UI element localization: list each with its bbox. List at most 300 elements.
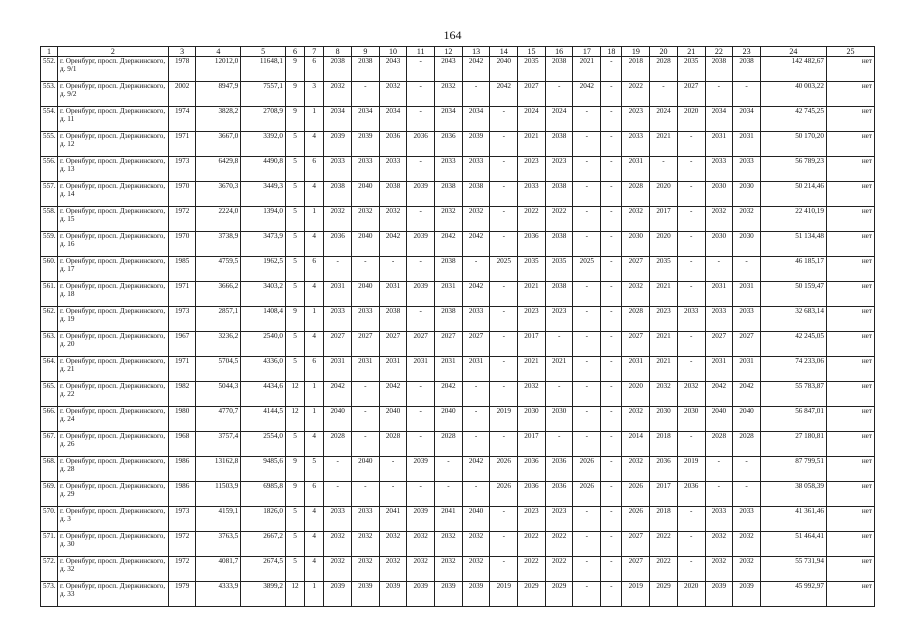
table-cell: 2026 — [490, 457, 518, 482]
table-cell: 3403,2 — [241, 282, 286, 307]
table-cell: 4 — [305, 232, 324, 257]
table-cell: 2033 — [351, 157, 379, 182]
table-cell: 2039 — [351, 582, 379, 607]
table-cell: 1974 — [168, 107, 196, 132]
table-cell: 2022 — [650, 557, 678, 582]
table-cell: 2036 — [545, 457, 573, 482]
table-cell: 56 847,01 — [760, 407, 826, 432]
table-cell: - — [573, 407, 601, 432]
table-cell: - — [573, 132, 601, 157]
table-cell: 2024 — [545, 107, 573, 132]
table-cell: 2042 — [705, 382, 733, 407]
table-cell: 7557,1 — [241, 82, 286, 107]
table-cell: 2027 — [622, 532, 650, 557]
table-cell: - — [705, 82, 733, 107]
table-cell: 2032 — [379, 557, 407, 582]
table-cell: 2031 — [733, 357, 761, 382]
table-cell: 2027 — [407, 332, 435, 357]
table-cell: - — [601, 357, 622, 382]
table-cell: 2038 — [435, 257, 463, 282]
column-header: 15 — [518, 47, 546, 57]
table-cell: 2028 — [622, 182, 650, 207]
table-cell: 1 — [305, 207, 324, 232]
table-cell: 6 — [305, 357, 324, 382]
table-cell: - — [351, 407, 379, 432]
row-number-cell: 571. — [41, 532, 58, 557]
housing-registry-table — [40, 46, 875, 607]
table-cell: 2032 — [622, 457, 650, 482]
table-cell: 2027 — [622, 257, 650, 282]
table-cell: 1394,0 — [241, 207, 286, 232]
table-cell: 2036 — [518, 482, 546, 507]
table-cell: 12 — [285, 382, 304, 407]
table-cell: - — [407, 257, 435, 282]
table-cell: - — [490, 332, 518, 357]
table-cell: - — [573, 157, 601, 182]
table-cell: 2026 — [490, 482, 518, 507]
table-cell: 2032 — [351, 532, 379, 557]
table-cell: 9 — [285, 57, 304, 82]
table-cell: - — [601, 182, 622, 207]
table-cell: 1982 — [168, 382, 196, 407]
table-cell: 1408,4 — [241, 307, 286, 332]
table-cell: 2032 — [462, 557, 490, 582]
table-cell: 2033 — [733, 507, 761, 532]
table-cell: 2040 — [351, 182, 379, 207]
table-row — [41, 557, 875, 582]
table-cell: 2023 — [518, 157, 546, 182]
table-cell: - — [407, 307, 435, 332]
table-cell: - — [705, 257, 733, 282]
table-cell: 2027 — [351, 332, 379, 357]
table-row — [41, 332, 875, 357]
table-cell: нет — [826, 332, 874, 357]
table-cell: - — [601, 482, 622, 507]
table-cell: - — [705, 482, 733, 507]
table-cell: 2032 — [324, 82, 352, 107]
column-header: 17 — [573, 47, 601, 57]
address-cell: г. Оренбург, просп. Дзержинского, д. 21 — [58, 357, 169, 382]
address-cell: г. Оренбург, просп. Дзержинского, д. 32 — [58, 557, 169, 582]
row-number-cell: 562. — [41, 307, 58, 332]
row-number-cell: 564. — [41, 357, 58, 382]
table-cell: нет — [826, 82, 874, 107]
table-cell: 1826,0 — [241, 507, 286, 532]
table-cell: 2036 — [435, 132, 463, 157]
table-cell: - — [379, 482, 407, 507]
table-cell: - — [462, 257, 490, 282]
table-cell: 2040 — [351, 282, 379, 307]
table-cell: 2027 — [324, 332, 352, 357]
table-cell: - — [545, 332, 573, 357]
table-cell: - — [601, 207, 622, 232]
address-cell: г. Оренбург, просп. Дзержинского, д. 9/1 — [58, 57, 169, 82]
table-cell: 2034 — [351, 107, 379, 132]
table-cell: - — [733, 457, 761, 482]
table-cell: 2035 — [518, 257, 546, 282]
table-cell: 4434,6 — [241, 382, 286, 407]
table-cell: нет — [826, 132, 874, 157]
row-number-cell: 568. — [41, 457, 58, 482]
table-cell: 5 — [285, 532, 304, 557]
table-cell: - — [407, 382, 435, 407]
table-cell: 2036 — [379, 132, 407, 157]
table-cell: нет — [826, 457, 874, 482]
table-cell: 2028 — [650, 57, 678, 82]
row-number-cell: 553. — [41, 82, 58, 107]
table-cell: 1978 — [168, 57, 196, 82]
table-cell: 2857,1 — [196, 307, 241, 332]
address-cell: г. Оренбург, просп. Дзержинского, д. 33 — [58, 582, 169, 607]
table-cell: 2035 — [677, 57, 705, 82]
table-cell: - — [490, 282, 518, 307]
table-cell: 4 — [305, 557, 324, 582]
address-cell: г. Оренбург, просп. Дзержинского, д. 12 — [58, 132, 169, 157]
table-cell: 2022 — [545, 532, 573, 557]
column-header: 20 — [650, 47, 678, 57]
table-cell: - — [677, 207, 705, 232]
table-cell: нет — [826, 407, 874, 432]
table-cell: 2030 — [622, 232, 650, 257]
table-cell: - — [601, 457, 622, 482]
table-cell: нет — [826, 307, 874, 332]
table-cell: 2224,0 — [196, 207, 241, 232]
table-cell: 4 — [305, 507, 324, 532]
table-cell: 2031 — [379, 357, 407, 382]
table-cell: 2036 — [650, 457, 678, 482]
table-cell: - — [650, 157, 678, 182]
table-cell: 2017 — [518, 332, 546, 357]
table-cell: - — [601, 332, 622, 357]
column-header: 1 — [41, 47, 58, 57]
table-cell: - — [324, 482, 352, 507]
table-cell: 2022 — [518, 557, 546, 582]
table-cell: 2040 — [462, 507, 490, 532]
table-cell: 2039 — [407, 582, 435, 607]
table-cell: 5 — [285, 132, 304, 157]
row-number-cell: 557. — [41, 182, 58, 207]
table-row — [41, 357, 875, 382]
table-cell: 2023 — [622, 107, 650, 132]
page-number: 164 — [443, 28, 462, 42]
address-cell: г. Оренбург, просп. Дзержинского, д. 22 — [58, 382, 169, 407]
table-cell: 2030 — [650, 407, 678, 432]
table-cell: 32 683,14 — [760, 307, 826, 332]
table-cell: 2033 — [324, 507, 352, 532]
table-cell: - — [573, 382, 601, 407]
table-cell: 2020 — [650, 232, 678, 257]
table-cell: - — [435, 457, 463, 482]
table-cell: 50 170,20 — [760, 132, 826, 157]
table-cell: 2030 — [518, 407, 546, 432]
table-cell: 4159,1 — [196, 507, 241, 532]
row-number-cell: 565. — [41, 382, 58, 407]
table-cell: 2040 — [490, 57, 518, 82]
table-cell: 2017 — [650, 207, 678, 232]
table-cell: 2031 — [435, 357, 463, 382]
table-cell: 3670,3 — [196, 182, 241, 207]
table-cell: 5704,5 — [196, 357, 241, 382]
table-cell: 1986 — [168, 482, 196, 507]
table-cell: 2042 — [462, 282, 490, 307]
table-cell: 2026 — [573, 482, 601, 507]
table-cell: 2039 — [462, 582, 490, 607]
table-cell: 9485,6 — [241, 457, 286, 482]
table-cell: 2027 — [518, 82, 546, 107]
table-cell: - — [650, 82, 678, 107]
table-cell: нет — [826, 57, 874, 82]
table-cell: - — [677, 357, 705, 382]
row-number-cell: 563. — [41, 332, 58, 357]
table-cell: нет — [826, 232, 874, 257]
table-cell: - — [573, 432, 601, 457]
table-cell: 2038 — [351, 57, 379, 82]
table-cell: - — [490, 107, 518, 132]
table-cell: 9 — [285, 482, 304, 507]
address-cell: г. Оренбург, просп. Дзержинского, д. 13 — [58, 157, 169, 182]
table-cell: 2024 — [518, 107, 546, 132]
table-cell: 2674,5 — [241, 557, 286, 582]
table-cell: 2019 — [622, 582, 650, 607]
table-cell: 2031 — [324, 282, 352, 307]
table-cell: 2023 — [518, 307, 546, 332]
table-cell: 22 410,19 — [760, 207, 826, 232]
table-cell: - — [490, 507, 518, 532]
table-cell: - — [490, 382, 518, 407]
table-cell: - — [573, 182, 601, 207]
table-cell: 1971 — [168, 282, 196, 307]
table-cell: 2032 — [435, 557, 463, 582]
table-cell: 2034 — [705, 107, 733, 132]
table-cell: - — [407, 207, 435, 232]
table-cell: - — [490, 532, 518, 557]
table-cell: 2032 — [733, 207, 761, 232]
table-cell: 2030 — [733, 182, 761, 207]
table-cell: 2038 — [462, 182, 490, 207]
table-cell: нет — [826, 557, 874, 582]
table-cell: 6 — [305, 482, 324, 507]
table-cell: - — [601, 157, 622, 182]
table-cell: 2033 — [705, 307, 733, 332]
table-cell: 5 — [285, 557, 304, 582]
table-cell: 2042 — [379, 382, 407, 407]
table-cell: - — [351, 382, 379, 407]
table-cell: 2032 — [733, 532, 761, 557]
table-cell: 1973 — [168, 157, 196, 182]
table-cell: 2033 — [351, 307, 379, 332]
table-cell: 2021 — [650, 132, 678, 157]
table-cell: - — [573, 357, 601, 382]
table-cell: - — [379, 457, 407, 482]
table-cell: 2039 — [705, 582, 733, 607]
table-cell: 6 — [305, 57, 324, 82]
table-cell: 2031 — [733, 282, 761, 307]
table-cell: - — [435, 482, 463, 507]
table-cell: 1971 — [168, 132, 196, 157]
table-cell: - — [462, 407, 490, 432]
table-cell: 2036 — [518, 457, 546, 482]
table-cell: 2032 — [379, 207, 407, 232]
table-cell: 5 — [285, 432, 304, 457]
table-cell: 2029 — [650, 582, 678, 607]
table-cell: нет — [826, 157, 874, 182]
table-cell: 2033 — [435, 157, 463, 182]
address-cell: г. Оренбург, просп. Дзержинского, д. 11 — [58, 107, 169, 132]
table-cell: 2032 — [407, 532, 435, 557]
table-cell: - — [733, 257, 761, 282]
table-cell: 2028 — [379, 432, 407, 457]
table-cell: 9 — [285, 307, 304, 332]
table-cell: 2040 — [705, 407, 733, 432]
row-number-cell: 554. — [41, 107, 58, 132]
address-cell: г. Оренбург, просп. Дзержинского, д. 28 — [58, 457, 169, 482]
table-row — [41, 57, 875, 82]
table-cell: 1 — [305, 407, 324, 432]
column-header: 21 — [677, 47, 705, 57]
table-cell: 1972 — [168, 557, 196, 582]
table-cell: 2032 — [705, 532, 733, 557]
table-cell: 2038 — [379, 307, 407, 332]
table-cell: 4 — [305, 432, 324, 457]
row-number-cell: 570. — [41, 507, 58, 532]
table-cell: 2042 — [379, 232, 407, 257]
table-cell: 2039 — [407, 232, 435, 257]
table-cell: 2033 — [379, 157, 407, 182]
table-row — [41, 157, 875, 182]
table-row — [41, 182, 875, 207]
table-cell: 2028 — [435, 432, 463, 457]
table-cell: 3392,0 — [241, 132, 286, 157]
table-cell: - — [601, 432, 622, 457]
table-cell: 2018 — [622, 57, 650, 82]
table-cell: - — [573, 582, 601, 607]
table-cell: 2708,9 — [241, 107, 286, 132]
table-cell: 2035 — [545, 257, 573, 282]
table-cell: нет — [826, 507, 874, 532]
table-cell: 11648,1 — [241, 57, 286, 82]
table-cell: - — [677, 182, 705, 207]
table-cell: - — [573, 232, 601, 257]
table-cell: - — [573, 507, 601, 532]
table-row — [41, 532, 875, 557]
table-cell: 9 — [285, 457, 304, 482]
table-cell: 4770,7 — [196, 407, 241, 432]
table-cell: 2017 — [518, 432, 546, 457]
table-cell: нет — [826, 482, 874, 507]
table-cell: 1970 — [168, 232, 196, 257]
table-cell: 2026 — [622, 482, 650, 507]
table-cell: 1985 — [168, 257, 196, 282]
table-cell: - — [462, 382, 490, 407]
column-header: 23 — [733, 47, 761, 57]
table-row — [41, 507, 875, 532]
table-cell: 2014 — [622, 432, 650, 457]
table-cell: 2042 — [462, 457, 490, 482]
table-cell: 2031 — [705, 282, 733, 307]
table-cell: 2039 — [407, 507, 435, 532]
column-header: 11 — [407, 47, 435, 57]
table-cell: 2036 — [324, 232, 352, 257]
table-cell: 2032 — [733, 557, 761, 582]
column-header: 14 — [490, 47, 518, 57]
table-cell: 2025 — [490, 257, 518, 282]
table-cell: 2040 — [733, 407, 761, 432]
table-cell: - — [601, 257, 622, 282]
table-cell: 2018 — [650, 507, 678, 532]
table-cell: 42 245,05 — [760, 332, 826, 357]
table-cell: 2033 — [324, 307, 352, 332]
table-cell: - — [733, 482, 761, 507]
table-cell: 4 — [305, 282, 324, 307]
table-cell: 2031 — [622, 157, 650, 182]
table-row — [41, 457, 875, 482]
table-cell: 2032 — [435, 532, 463, 557]
table-cell: - — [677, 157, 705, 182]
table-cell: 2032 — [379, 532, 407, 557]
table-cell: 2027 — [677, 82, 705, 107]
table-cell: 2023 — [545, 307, 573, 332]
table-cell: 2667,2 — [241, 532, 286, 557]
table-cell: 2030 — [545, 407, 573, 432]
table-cell: - — [379, 257, 407, 282]
table-cell: 2034 — [324, 107, 352, 132]
table-cell: - — [490, 357, 518, 382]
table-cell: 2027 — [435, 332, 463, 357]
table-cell: 2028 — [324, 432, 352, 457]
table-cell: 2042 — [462, 232, 490, 257]
address-cell: г. Оренбург, просп. Дзержинского, д. 29 — [58, 482, 169, 507]
table-cell: - — [677, 282, 705, 307]
table-cell: 2034 — [462, 107, 490, 132]
table-cell: 142 482,67 — [760, 57, 826, 82]
table-cell: 4333,9 — [196, 582, 241, 607]
table-cell: 1980 — [168, 407, 196, 432]
table-cell: - — [407, 157, 435, 182]
table-cell: 2038 — [705, 57, 733, 82]
table-cell: 2023 — [545, 507, 573, 532]
table-cell: - — [677, 257, 705, 282]
table-cell: 51 134,48 — [760, 232, 826, 257]
row-number-cell: 573. — [41, 582, 58, 607]
table-cell: 4336,0 — [241, 357, 286, 382]
table-cell: - — [601, 282, 622, 307]
table-cell: - — [573, 307, 601, 332]
table-cell: 2032 — [705, 557, 733, 582]
table-cell: 4 — [305, 332, 324, 357]
table-cell: 2039 — [407, 182, 435, 207]
table-cell: - — [601, 132, 622, 157]
row-number-cell: 556. — [41, 157, 58, 182]
table-cell: - — [601, 557, 622, 582]
table-cell: - — [601, 532, 622, 557]
table-cell: 12 — [285, 582, 304, 607]
table-cell: - — [601, 507, 622, 532]
table-cell: - — [733, 82, 761, 107]
column-header: 7 — [305, 47, 324, 57]
table-cell: 5 — [285, 332, 304, 357]
table-cell: 2040 — [324, 407, 352, 432]
table-cell: 2032 — [324, 207, 352, 232]
table-cell: 2021 — [518, 132, 546, 157]
table-cell: 2033 — [705, 157, 733, 182]
table-cell: - — [407, 82, 435, 107]
table-cell: - — [324, 457, 352, 482]
address-cell: г. Оренбург, просп. Дзержинского, д. 18 — [58, 282, 169, 307]
table-cell: 6429,8 — [196, 157, 241, 182]
table-cell: 51 464,41 — [760, 532, 826, 557]
table-cell: 2039 — [733, 582, 761, 607]
table-cell: 9 — [285, 107, 304, 132]
